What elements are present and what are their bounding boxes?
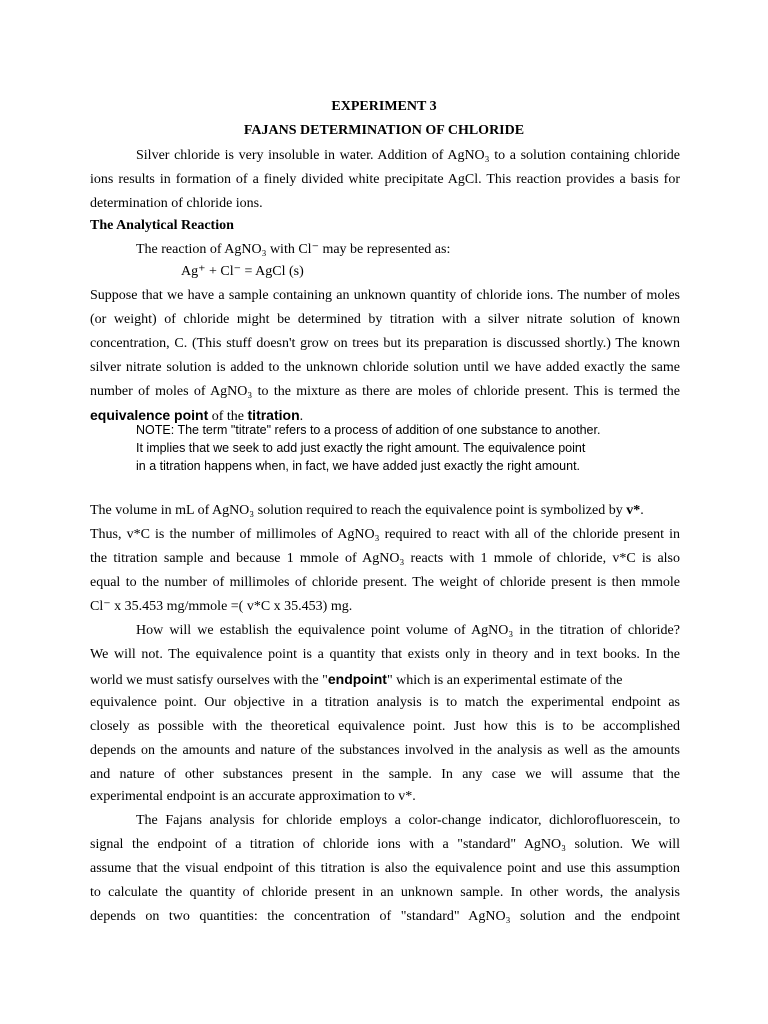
- paragraph-5-line-7: and nature of other substances present in the sample. In any case we will assume that the: [90, 767, 680, 782]
- paragraph-5-line-6: depends on the amounts and nature of the substances involved in the analysis as well as the amounts: [90, 743, 680, 758]
- paragraph-5-line-5: closely as possible with the theoretical equivalence point. Just how this is to be accomplished: [90, 719, 680, 734]
- paragraph-5-line-8: experimental endpoint is an accurate approximation to v*.: [90, 789, 416, 804]
- paragraph-5-line-3: [90, 671, 680, 689]
- paragraph-6-line-5: depends on two quantities: the concentration of "standard" AgNO₃ solution and the endpoint: [90, 909, 680, 924]
- paragraph-3-line-4: silver nitrate solution is added to the unknown chloride solution until we have added exactly the same: [90, 360, 680, 375]
- paragraph-4-line-5: Cl⁻ x 35.453 mg/mmole =( v*C x 35.453) mg.: [90, 599, 353, 614]
- symbol-v-star: v*: [626, 503, 641, 518]
- experiment-number-title: EXPERIMENT 3: [331, 99, 437, 114]
- paragraph-3-line-5: number of moles of AgNO₃ to the mixture as there are moles of chloride present. This is termed the: [90, 384, 680, 399]
- paragraph-4-line-2: Thus, v*C is the number of millimoles of AgNO₃ required to react with all of the chloride present in: [90, 527, 680, 542]
- paragraph-5-line-4: equivalence point. Our objective in a titration analysis is to match the experimental endpoint as: [90, 695, 680, 710]
- section-heading-analytical-reaction: The Analytical Reaction: [90, 218, 234, 233]
- paragraph-3-line-1: Suppose that we have a sample containing an unknown quantity of chloride ions. The number of moles: [90, 288, 680, 303]
- text-fragment: world we must satisfy ourselves with the ": [90, 673, 328, 688]
- text-fragment: of the: [208, 409, 248, 424]
- paragraph-1-line-2: ions results in formation of a finely divided white precipitate AgCl. This reaction provides a basis for: [90, 172, 680, 187]
- paragraph-4-line-1: [90, 503, 680, 519]
- paragraph-5-line-2: We will not. The equivalence point is a quantity that exists only in theory and in text books. In the: [90, 647, 680, 662]
- term-endpoint: endpoint: [327, 671, 387, 687]
- paragraph-4-line-3: the titration sample and because 1 mmole of AgNO₃ reacts with 1 mmole of chloride, v*C is also: [90, 551, 680, 566]
- paragraph-3-line-3: concentration, C. (This stuff doesn't grow on trees but its preparation is discussed shortly.) The known: [90, 336, 680, 351]
- text-fragment: .: [640, 503, 644, 518]
- paragraph-6-line-4: to calculate the quantity of chloride present in an unknown sample. In other words, the analysis: [90, 885, 680, 900]
- term-equivalence-point: equivalence point: [90, 407, 209, 423]
- paragraph-6-line-3: assume that the visual endpoint of this titration is also the equivalence point and use this assumption: [90, 861, 680, 876]
- paragraph-1-line-3: determination of chloride ions.: [90, 196, 263, 211]
- note-line-2: It implies that we seek to add just exactly the right amount. The equivalence point: [136, 441, 586, 455]
- reaction-equation: Ag⁺ + Cl⁻ = AgCl (s): [181, 264, 304, 279]
- paragraph-5-line-1: How will we establish the equivalence point volume of AgNO₃ in the titration of chloride?: [136, 623, 680, 638]
- note-line-3: in a titration happens when, in fact, we have added just exactly the right amount.: [136, 459, 581, 473]
- text-fragment: The volume in mL of AgNO₃ solution required to reach the equivalence point is symbolized by: [90, 503, 627, 518]
- paragraph-6-line-2: signal the endpoint of a titration of chloride ions with a "standard" AgNO₃ solution. We will: [90, 837, 680, 852]
- paragraph-6-line-1: The Fajans analysis for chloride employs a color-change indicator, dichlorofluorescein, to: [136, 813, 680, 828]
- experiment-title: FAJANS DETERMINATION OF CHLORIDE: [243, 123, 525, 138]
- text-fragment: .: [299, 409, 304, 424]
- text-fragment: " which is an experimental estimate of the: [386, 673, 623, 688]
- term-titration: titration: [247, 407, 300, 423]
- paragraph-3-line-2: (or weight) of chloride might be determined by titration with a silver nitrate solution of known: [90, 312, 680, 327]
- paragraph-1-line-1: Silver chloride is very insoluble in water. Addition of AgNO₃ to a solution containing chloride: [136, 148, 680, 163]
- note-line-1: NOTE: The term "titrate" refers to a process of addition of one substance to another.: [136, 423, 601, 437]
- paragraph-4-line-4: equal to the number of millimoles of chloride present. The weight of chloride present is then mmole: [90, 575, 680, 590]
- reaction-intro: The reaction of AgNO₃ with Cl⁻ may be represented as:: [136, 242, 451, 257]
